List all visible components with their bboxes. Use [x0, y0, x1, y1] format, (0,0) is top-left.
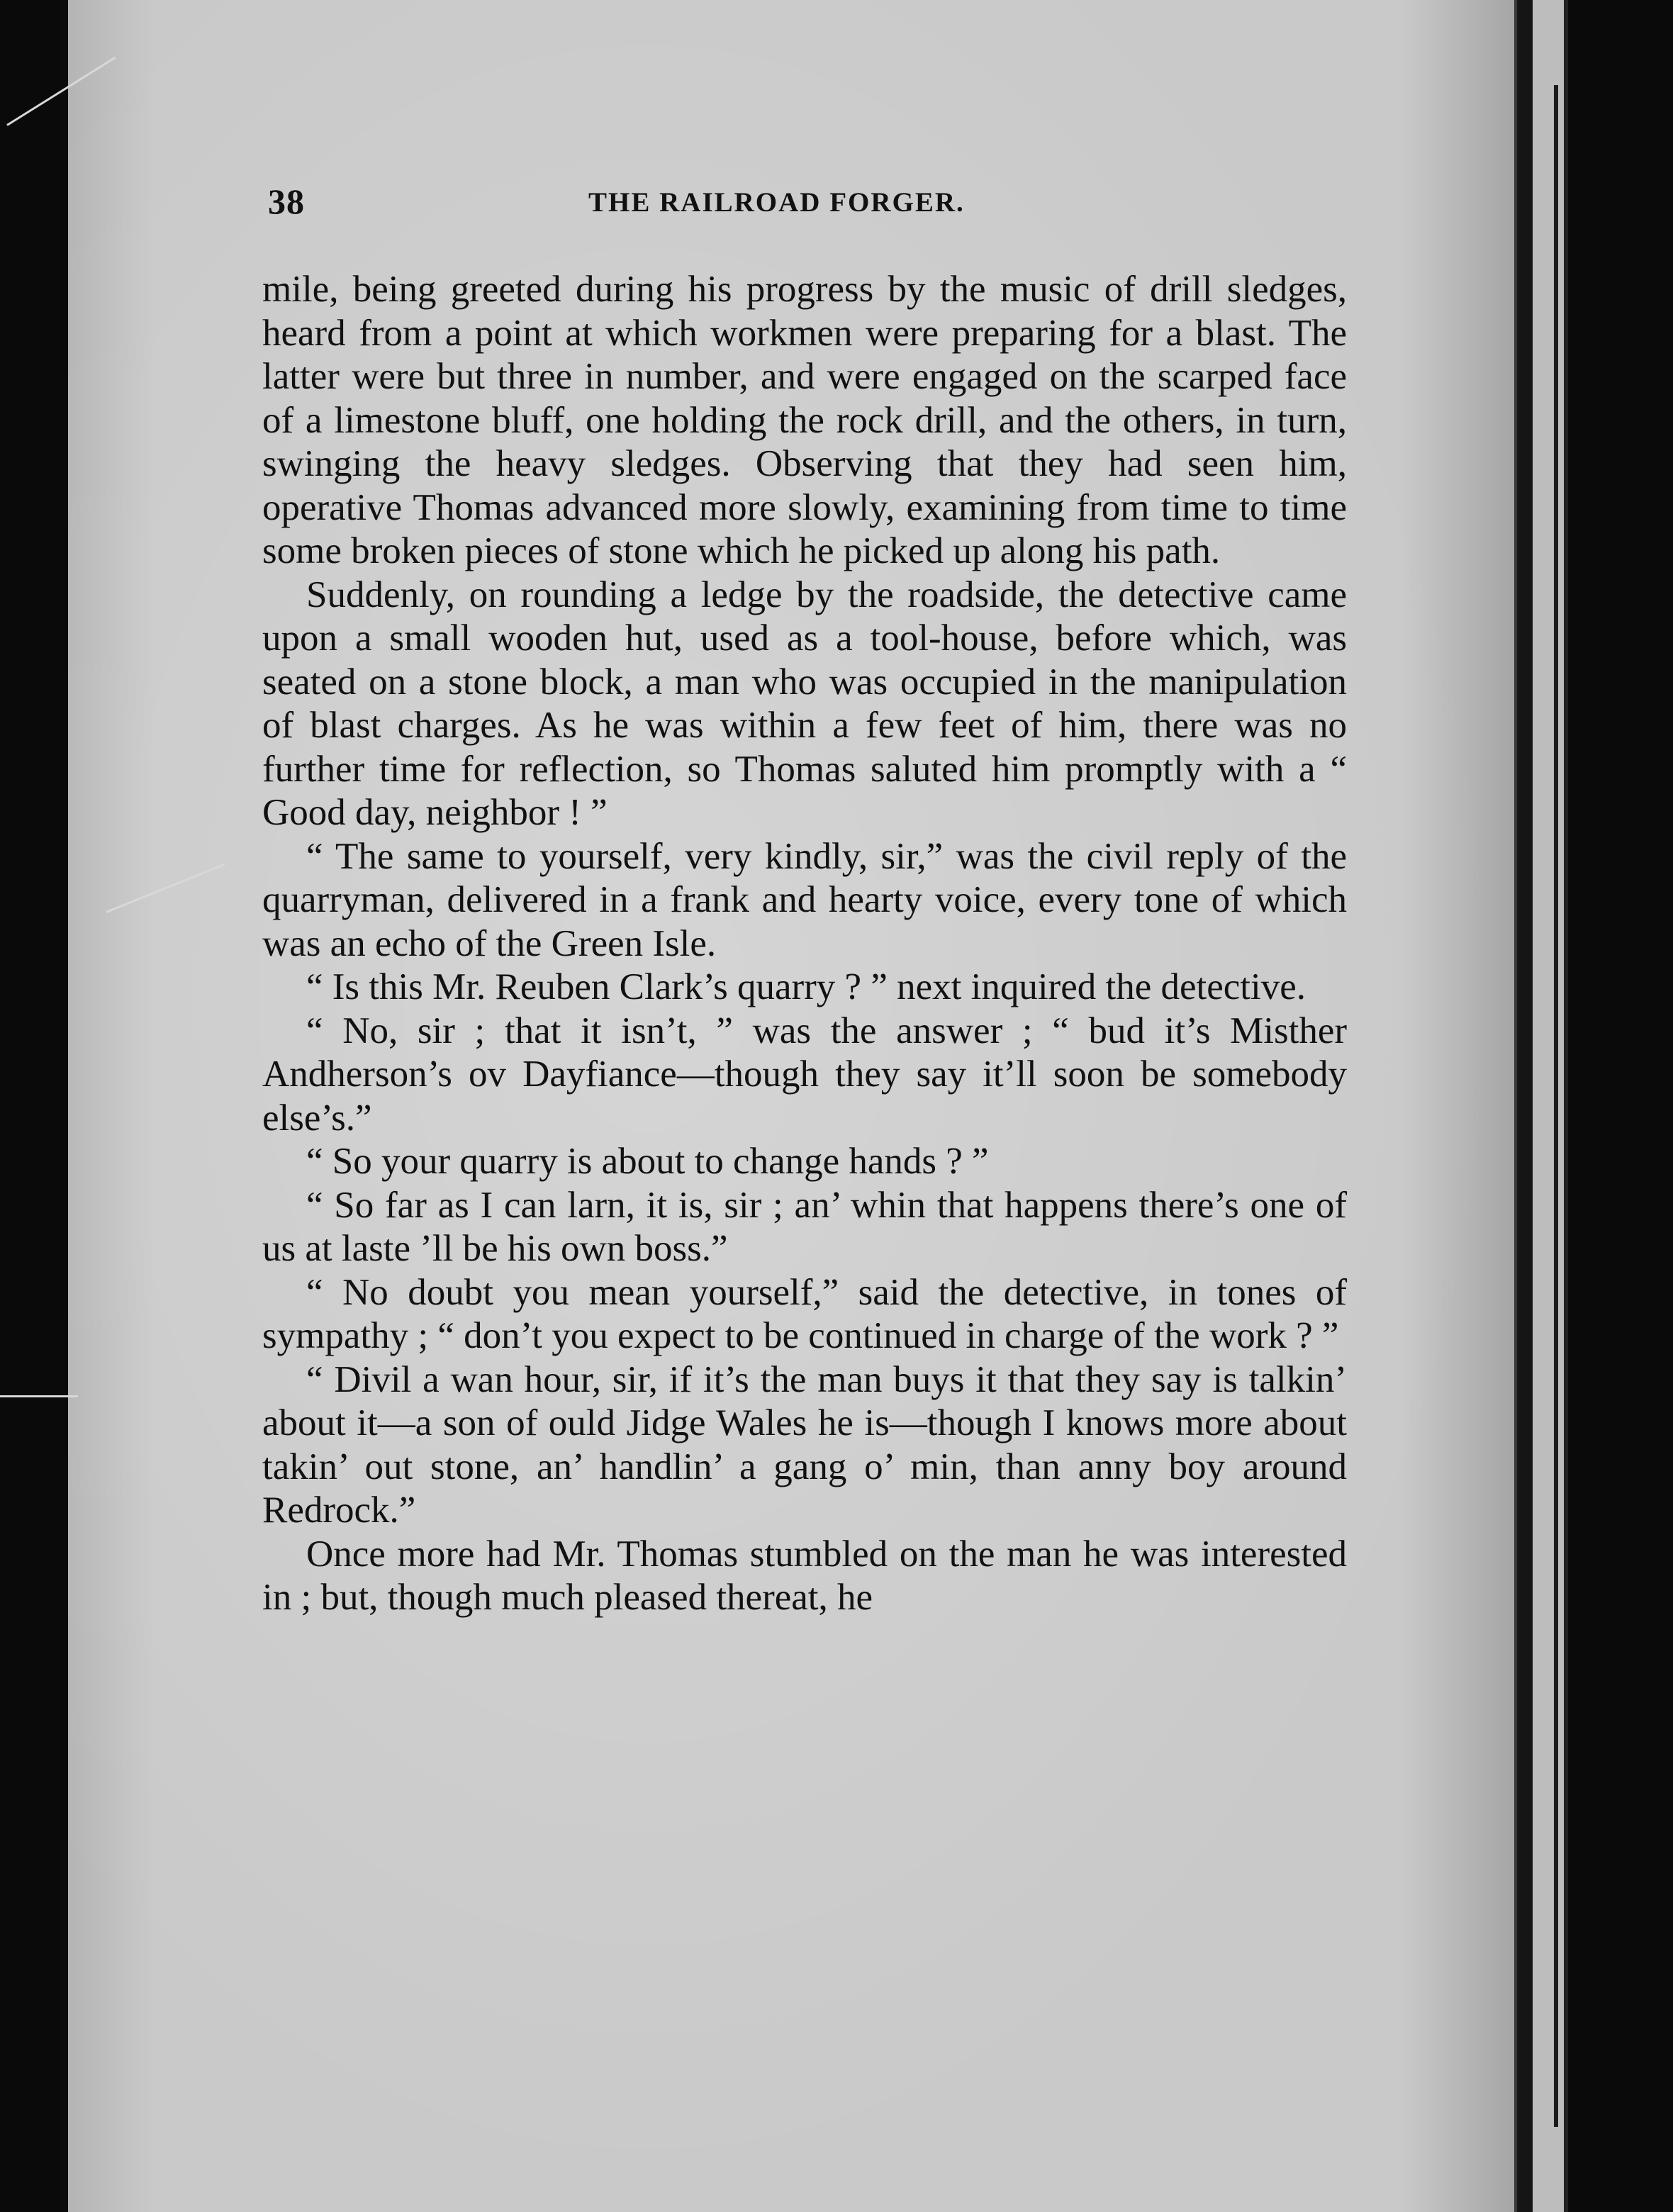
paragraph: “ Divil a wan hour, sir, if it’s the man buys it that they say is talkin’ about it—a son of ould Jidge Wales he is—though I knows more about takin’ out stone, an’ handlin’ a gang o’ min, than anny boy around Redrock.”: [262, 1358, 1347, 1531]
facing-page-strip: [1554, 85, 1558, 2127]
paragraph: “ No doubt you mean yourself,” said the detective, in tones of sympathy ; “ don’t you expect to be continued in charge of the work ? ”: [262, 1271, 1347, 1356]
paragraph: “ No, sir ; that it isn’t, ” was the answer ; “ bud it’s Misther Andherson’s ov Dayfiance—though they say it’ll soon be somebody else’s.”: [262, 1010, 1347, 1139]
paragraph: “ The same to yourself, very kindly, sir,” was the civil reply of the quarryman, delivered in a frank and hearty voice, every tone of which was an echo of the Green Isle.: [262, 835, 1347, 964]
running-title: THE RAILROAD FORGER.: [588, 187, 965, 218]
paragraph: mile, being greeted during his progress by the music of drill sledges, heard from a point at which workmen were preparing for a blast. The latter were but three in number, and were engaged on the scarped face of a limestone bluff, one holding the rock drill, and the others, in turn, swinging the heavy sledges. Observing that they had seen him, operative Thomas advanced more slowly, examining from time to time some broken pieces of stone which he picked up along his path.: [262, 269, 1347, 571]
paragraph: Suddenly, on rounding a ledge by the roadside, the detective came upon a small wooden hut, used as a tool-house, before which, was seated on a stone block, a man who was occupied in the manipulation of blast charges. As he was within a few feet of him, there was no further time for reflection, so Thomas saluted him promptly with a “ Good day, neighbor ! ”: [262, 574, 1347, 833]
page-number: 38: [268, 181, 305, 221]
paragraph: Once more had Mr. Thomas stumbled on the man he was interested in ; but, though much pleased thereat, he: [262, 1533, 1347, 1618]
paragraph: “ So your quarry is about to change hands ? ”: [306, 1141, 989, 1182]
body-text: [262, 268, 1347, 1620]
paragraph: “ Is this Mr. Reuben Clark’s quarry ? ” next inquired the detective.: [306, 966, 1306, 1007]
scan-mark: [0, 1395, 78, 1397]
paragraph: “ So far as I can larn, it is, sir ; an’ whin that happens there’s one of us at laste ’ll be his own boss.”: [262, 1184, 1347, 1269]
facing-page-edge: [1533, 0, 1568, 2212]
page-header: [262, 181, 1368, 230]
